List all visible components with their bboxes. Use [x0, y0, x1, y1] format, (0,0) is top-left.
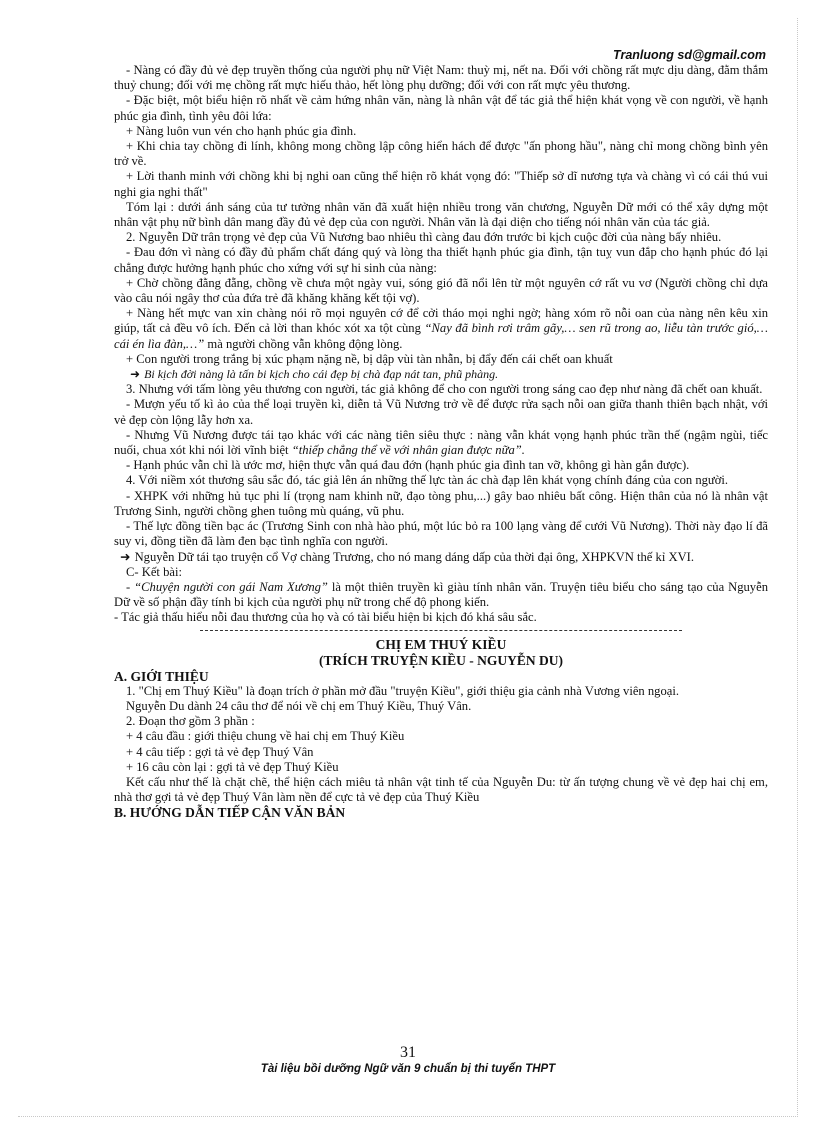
- paragraph: + Con người trong trắng bị xúc phạm nặng nề, bị dập vùi tàn nhẫn, bị đẩy đến cái chết oan khuất: [126, 351, 613, 366]
- page-number: 31: [400, 1044, 416, 1061]
- header-email: Tranluong sd@gmail.com: [613, 48, 766, 62]
- list-item: + 4 câu đầu : giới thiệu chung về hai chị em Thuý Kiều: [126, 729, 405, 744]
- paragraph: + Khi chia tay chồng đi lính, không mong chồng lập công hiển hách để được "ấn phong hầu", nàng chỉ mong chồng bình yên trở về.: [114, 139, 768, 169]
- paragraph: - “Chuyện người con gái Nam Xương” là một thiên truyền kì giàu tính nhân văn. Truyện tiêu biểu cho sáng tạo của Nguyễn Dữ về số phận đầy tính bi kịch của người phụ nữ trong chế độ phong kiến.: [114, 579, 768, 610]
- quote-text: “thiếp chẳng thể về với nhân gian được nữa”.: [291, 443, 525, 458]
- paragraph: + Chờ chồng đằng đẵng, chồng về chưa một ngày vui, sóng gió đã nổi lên từ một nguyên cớ rất vu vơ (Người chồng chỉ dựa vào câu nói ngây thơ của đứa trẻ đã khăng khăng kết tội vợ).: [114, 275, 768, 306]
- paragraph: 1. "Chị em Thuý Kiều" là đoạn trích ở phần mở đầu "truyện Kiều", giới thiệu gia cảnh nhà Vương viên ngoại.: [126, 683, 680, 698]
- arrow-icon: ➜: [120, 549, 131, 564]
- poem-subtitle: (TRÍCH TRUYỆN KIỀU - NGUYỄN DU): [319, 652, 563, 668]
- paragraph: + Nàng luôn vun vén cho hạnh phúc gia đình.: [126, 123, 357, 138]
- paragraph: - Nàng có đầy đủ vẻ đẹp truyền thống của người phụ nữ Việt Nam: thuỳ mị, nết na. Đối với chồng rất mực dịu dàng, đằm thắm thuỷ chung; đối với mẹ chồng rất mực hiếu thảo, hết lòng phụ dưỡng; đối với con rất mực yêu thương.: [114, 63, 768, 93]
- paragraph: Nguyễn Du dành 24 câu thơ để nói về chị em Thuý Kiều, Thuý Vân.: [126, 698, 472, 713]
- summary-paragraph: Tóm lại : dưới ánh sáng của tư tưởng nhân văn đã xuất hiện nhiều trong văn chương, Nguyễn Dữ mới có thể xây dựng một nhân vật phụ nữ bình dân mang đầy đủ vẻ đẹp của con người. Nhân văn là đại diện cho tiếng nói nhân văn của tác giả.: [114, 199, 768, 230]
- conclusion-text: Bi kịch đời nàng là tấn bi kịch cho cái đẹp bị chà đạp nát tan, phũ phàng.: [144, 367, 499, 382]
- paragraph: - Mượn yếu tố kì ảo của thể loại truyền kì, diễn tả Vũ Nương trở về để được rửa sạch nỗi oan giữa thanh thiên bạch nhật, với vẻ đẹp còn lộng lẫy hơn xa.: [114, 397, 768, 427]
- list-item: + 16 câu còn lại : gợi tả vẻ đẹp Thuý Kiều: [126, 759, 339, 774]
- section-divider: [200, 630, 682, 631]
- quote-text: “Nay đã bình rơi trâm gãy,… sen rũ trong ao, liễu tàn trước gió,… cái én lìa đàn,…”: [114, 321, 768, 351]
- paragraph-text: mà người chồng vẫn không động lòng.: [207, 336, 403, 351]
- section-heading: C- Kết bài:: [126, 564, 182, 579]
- document-body: [114, 63, 768, 821]
- paragraph: - Thế lực đồng tiền bạc ác (Trương Sinh con nhà hào phú, một lúc bỏ ra 100 lạng vàng để cưới Vũ Nương). Thời này đạo lí đã suy vi, đồng tiền đã làm đen bạc tình nghĩa con người.: [114, 519, 768, 549]
- paragraph: 2. Nguyễn Dữ trân trọng vẻ đẹp của Vũ Nương bao nhiêu thì càng đau đớn trước bi kịch cuộc đời của nàng bấy nhiêu.: [126, 230, 722, 245]
- paragraph: - Đặc biệt, một biểu hiện rõ nhất về cảm hứng nhân văn, nàng là nhân vật để tác giả thể hiện khát vọng về con người, về hạnh phúc gia đình, tình yêu đôi lứa:: [114, 93, 768, 123]
- paragraph-text: là một thiên truyền kì giàu tính nhân văn. Truyện tiêu biểu cho sáng tạo của Nguyễn Dữ về số phận đầy tính bi kịch của người phụ nữ trong chế độ phong kiến.: [114, 579, 768, 610]
- paragraph: [114, 306, 768, 352]
- paragraph: - Đau đớn vì nàng có đầy đủ phẩm chất đáng quý và lòng tha thiết hạnh phúc gia đình, tận tuỵ vun đắp cho hạnh phúc đó lại chẳng được hưởng hạnh phúc cho xứng với sự hi sinh của nàng:: [114, 245, 768, 275]
- page-footer: Tài liệu bồi dưỡng Ngữ văn 9 chuẩn bị thi tuyển THPT: [260, 1063, 556, 1075]
- paragraph: - XHPK với những hủ tục phi lí (trọng nam khinh nữ, đạo tòng phu,...) gây bao nhiêu bất công. Hiện thân của nó là nhân vật Trương Sinh, người chồng ghen tuông mù quáng, vũ phu.: [114, 488, 768, 518]
- paragraph: - Tác giả thấu hiểu nỗi đau thương của họ và có tài biểu hiện bi kịch đó khá sâu sắc.: [114, 610, 537, 625]
- section-heading-b: B. HƯỚNG DẪN TIẾP CẬN VĂN BẢN: [114, 805, 346, 821]
- conclusion-line: [114, 550, 768, 565]
- conclusion-line: [114, 367, 768, 382]
- paragraph-text: + Nàng hết mực van xin chàng nói rõ mọi nguyên cớ để cởi tháo mọi nghi ngờ; hàng xóm rõ nỗi oan của nàng nên kêu xin giúp, tất cả đều vô ích. Đến cả lời than khóc xót xa tột cùng: [114, 306, 768, 336]
- conclusion-text: Nguyễn Dữ tái tạo truyện cổ Vợ chàng Trương, cho nó mang dáng dấp của thời đại ông, XHPKVN thế kỉ XVI.: [134, 549, 695, 564]
- poem-title: CHỊ EM THUÝ KIỀU: [375, 636, 507, 652]
- paragraph: 3. Nhưng với tấm lòng yêu thương con người, tác giả không để cho con người trong sáng cao đẹp như nàng đã chết oan khuất.: [126, 382, 763, 397]
- paragraph-text: - Nhưng Vũ Nương được tái tạo khác với các nàng tiên siêu thực : nàng vẫn khát vọng hạnh phúc trần thế (ngậm ngùi, tiếc nuối, chua xót khi nói lời vĩnh biệt: [114, 427, 768, 458]
- paragraph: - Hạnh phúc vẫn chỉ là ước mơ, hiện thực vẫn quá đau đớn (hạnh phúc gia đình tan vỡ, không gì hàn gắn được).: [126, 458, 690, 473]
- paragraph: 2. Đoạn thơ gồm 3 phần :: [126, 714, 255, 729]
- list-item: + 4 câu tiếp : gợi tả vẻ đẹp Thuý Vân: [126, 744, 314, 759]
- section-heading-a: A. GIỚI THIỆU: [114, 668, 209, 684]
- paragraph: 4. Với niềm xót thương sâu sắc đó, tác giả lên án những thế lực tàn ác chà đạp lên khát vọng chính đáng của con người.: [126, 473, 729, 488]
- paragraph: [114, 428, 768, 458]
- arrow-icon: ➜: [130, 367, 141, 382]
- quote-text: “Chuyện người con gái Nam Xương”: [134, 579, 328, 594]
- paragraph: Kết cấu như thế là chặt chẽ, thể hiện cách miêu tả nhân vật tinh tế của Nguyễn Du: từ ấn tượng chung về vẻ đẹp hai chị em, nhà thơ gợi tả vẻ đẹp Thuý Vân làm nền để cực tả vẻ đẹp của Thuý Kiều: [114, 774, 768, 805]
- paragraph: + Lời thanh minh với chồng khi bị nghi oan cũng thể hiện rõ khát vọng đó: "Thiếp sở dĩ nương tựa và chàng vì có cái thú vui nghi gia nghi thất": [114, 169, 768, 199]
